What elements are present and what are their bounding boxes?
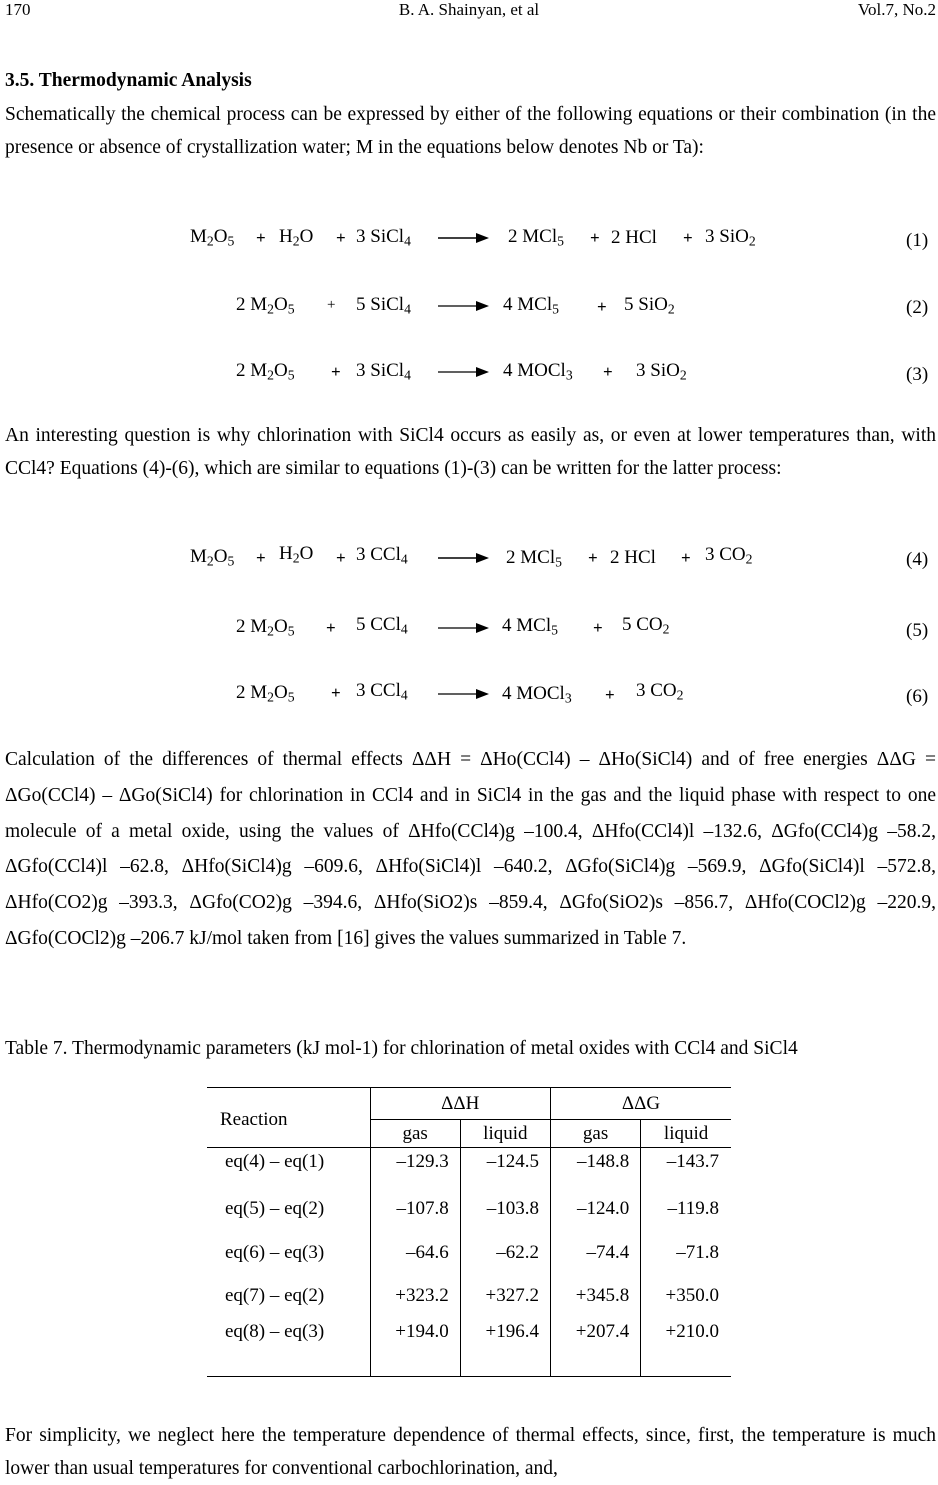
table-cell: +345.8 bbox=[550, 1275, 640, 1317]
equation-number: (1) bbox=[906, 230, 929, 251]
table-cell: –64.6 bbox=[370, 1231, 460, 1275]
page-number: 170 bbox=[5, 0, 31, 19]
table-cell: –107.8 bbox=[370, 1188, 460, 1231]
table-subheader: gas bbox=[550, 1120, 640, 1148]
table-7 bbox=[207, 1087, 731, 1377]
table-cell: –71.8 bbox=[641, 1231, 731, 1275]
equation-number: (2) bbox=[906, 297, 929, 318]
table-cell: –124.5 bbox=[460, 1148, 550, 1188]
table-subheader: liquid bbox=[641, 1120, 731, 1148]
table-cell-reaction: eq(8) – eq(3) bbox=[225, 1320, 325, 1342]
question-paragraph: An interesting question is why chlorination with SiCl4 occurs as easily as, or even at lower temperatures than, with CCl4? Equations (4)-(6), which are similar to equations (1)-(3) can be written for the latter process: bbox=[5, 425, 936, 479]
running-header-volume: Vol.7, No.2 bbox=[857, 0, 936, 19]
equation-number: (6) bbox=[906, 686, 929, 707]
table-cell: +327.2 bbox=[460, 1275, 550, 1317]
table-cell: +196.4 bbox=[460, 1317, 550, 1377]
table-cell-reaction: eq(4) – eq(1) bbox=[225, 1151, 325, 1172]
equation-number: (5) bbox=[906, 620, 929, 641]
reaction-arrow-icon bbox=[438, 552, 490, 564]
reaction-arrow-icon bbox=[438, 366, 490, 378]
table-row bbox=[207, 1275, 731, 1317]
table-cell: +207.4 bbox=[550, 1317, 640, 1377]
running-header-authors: B. A. Shainyan, et al bbox=[398, 0, 540, 19]
table-cell: –148.8 bbox=[550, 1148, 640, 1188]
table-cell: –124.0 bbox=[550, 1188, 640, 1231]
table-row bbox=[207, 1231, 731, 1275]
reaction-arrow-icon bbox=[438, 300, 490, 312]
reaction-arrow-icon bbox=[438, 622, 490, 634]
equation-number: (3) bbox=[906, 364, 929, 385]
table-cell: +323.2 bbox=[370, 1275, 460, 1317]
table-header-ddg: ΔΔG bbox=[550, 1088, 731, 1120]
table-cell: –103.8 bbox=[460, 1188, 550, 1231]
table-cell: –119.8 bbox=[641, 1188, 731, 1231]
table-cell: –129.3 bbox=[370, 1148, 460, 1188]
table-row bbox=[207, 1317, 731, 1377]
calculation-paragraph: Calculation of the differences of thermal effects ΔΔH = ΔHo(CCl4) – ΔHo(SiCl4) and of free energies ΔΔG = ΔGo(CCl4) – ΔGo(SiCl4) for chlorination in CCl4 and in SiCl4 in the gas and the liquid phase with respect to one molecule of a metal oxide, using the values of ΔHfo(CCl4)g –100.4, ΔHfo(CCl4)l –132.6, ΔGfo(CCl4)g –58.2, ΔGfo(CCl4)l –62.8, ΔHfo(SiCl4)g –609.6, ΔHfo(SiCl4)l –640.2, ΔGfo(SiCl4)g –569.9, ΔGfo(SiCl4)l –572.8, ΔHfo(CO2)g –393.3, ΔGfo(CO2)g –394.6, ΔHfo(SiO2)s –859.4, ΔGfo(SiO2)s –856.7, ΔHfo(COCl2)g –220.9, ΔGfo(COCl2)g –206.7 kJ/mol taken from [16] gives the values summarized in Table 7. bbox=[5, 749, 936, 949]
table-cell: +350.0 bbox=[641, 1275, 731, 1317]
final-paragraph: For simplicity, we neglect here the temperature dependence of thermal effects, since, first, the temperature is much lower than usual temperatures for conventional carbochlorination, and, bbox=[5, 1425, 936, 1479]
reaction-arrow-icon bbox=[438, 232, 490, 244]
table-subheader: gas bbox=[370, 1120, 460, 1148]
table-cell-reaction: eq(5) – eq(2) bbox=[225, 1198, 325, 1219]
table-cell: –143.7 bbox=[641, 1148, 731, 1188]
table-cell: –62.2 bbox=[460, 1231, 550, 1275]
equation-number: (4) bbox=[906, 549, 929, 570]
table-caption: Table 7. Thermodynamic parameters (kJ mol-1) for chlorination of metal oxides with CCl4 and SiCl4 bbox=[5, 1038, 798, 1059]
table-header-ddh: ΔΔH bbox=[370, 1088, 550, 1120]
table-cell: +194.0 bbox=[370, 1317, 460, 1377]
table-row bbox=[207, 1188, 731, 1231]
table-cell-reaction: eq(7) – eq(2) bbox=[225, 1284, 325, 1306]
section-heading: 3.5. Thermodynamic Analysis bbox=[5, 70, 252, 91]
table-row bbox=[207, 1148, 731, 1188]
table-cell-reaction: eq(6) – eq(3) bbox=[225, 1241, 325, 1263]
table-cell: +210.0 bbox=[641, 1317, 731, 1377]
reaction-arrow-icon bbox=[438, 688, 490, 700]
intro-paragraph: Schematically the chemical process can be expressed by either of the following equations or their combination (in the presence or absence of crystallization water; M in the equations below denotes Nb or Ta): bbox=[5, 104, 936, 158]
table-subheader: liquid bbox=[460, 1120, 550, 1148]
table-cell: –74.4 bbox=[550, 1231, 640, 1275]
table-header-reaction: Reaction bbox=[220, 1108, 288, 1130]
